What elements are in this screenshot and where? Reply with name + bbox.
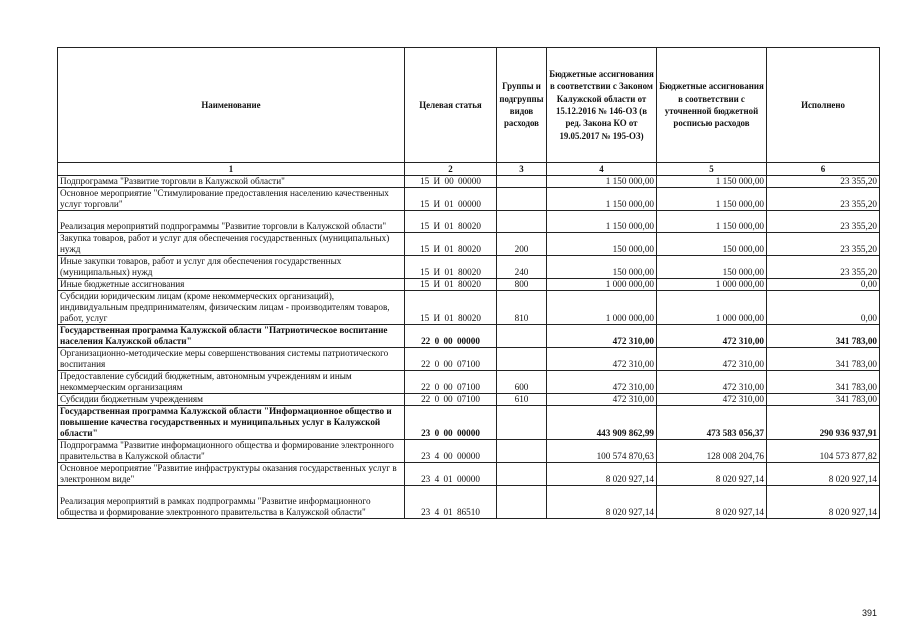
row-name: Реализация мероприятий подпрограммы "Развитие торговли в Калужской области" bbox=[58, 211, 405, 233]
table-row bbox=[58, 371, 880, 394]
row-executed-amount: 23 355,20 bbox=[767, 211, 880, 233]
header-row bbox=[58, 48, 880, 163]
row-name: Подпрограмма "Развитие информационного общества и формирование электронного правительства в Калужской области" bbox=[58, 440, 405, 463]
row-revised-amount: 473 583 056,37 bbox=[657, 406, 767, 440]
row-executed-amount: 23 355,20 bbox=[767, 188, 880, 211]
row-target-code: 15 И 01 80020 bbox=[405, 291, 497, 325]
table-row bbox=[58, 176, 880, 188]
row-group-code bbox=[497, 486, 547, 519]
row-executed-amount: 341 783,00 bbox=[767, 325, 880, 348]
row-executed-amount: 23 355,20 bbox=[767, 256, 880, 279]
row-group-code: 800 bbox=[497, 279, 547, 291]
row-target-code: 23 4 00 00000 bbox=[405, 440, 497, 463]
column-number-row bbox=[58, 163, 880, 176]
table-row bbox=[58, 256, 880, 279]
row-target-code: 15 И 00 00000 bbox=[405, 176, 497, 188]
table-row bbox=[58, 394, 880, 406]
row-law-amount: 150 000,00 bbox=[547, 233, 657, 256]
row-target-code: 22 0 00 07100 bbox=[405, 394, 497, 406]
row-name: Подпрограмма "Развитие торговли в Калужской области" bbox=[58, 176, 405, 188]
table-row bbox=[58, 279, 880, 291]
row-name: Иные бюджетные ассигнования bbox=[58, 279, 405, 291]
row-executed-amount: 290 936 937,91 bbox=[767, 406, 880, 440]
table-row bbox=[58, 233, 880, 256]
row-law-amount: 100 574 870,63 bbox=[547, 440, 657, 463]
row-group-code: 610 bbox=[497, 394, 547, 406]
row-revised-amount: 128 008 204,76 bbox=[657, 440, 767, 463]
row-target-code: 23 4 01 00000 bbox=[405, 463, 497, 486]
row-group-code: 200 bbox=[497, 233, 547, 256]
row-name: Иные закупки товаров, работ и услуг для обеспечения государственных (муниципальных) нужд bbox=[58, 256, 405, 279]
row-law-amount: 1 150 000,00 bbox=[547, 211, 657, 233]
row-executed-amount: 104 573 877,82 bbox=[767, 440, 880, 463]
table-row bbox=[58, 463, 880, 486]
row-revised-amount: 1 150 000,00 bbox=[657, 176, 767, 188]
row-name: Государственная программа Калужской области "Информационное общество и повышение качества государственных и муниципальных услуг в Калужской области" bbox=[58, 406, 405, 440]
col-header-groups: Группы и подгруппы видов расходов bbox=[497, 48, 547, 163]
table-body bbox=[58, 176, 880, 519]
col-number: 5 bbox=[657, 163, 767, 176]
row-law-amount: 1 000 000,00 bbox=[547, 279, 657, 291]
row-revised-amount: 1 150 000,00 bbox=[657, 188, 767, 211]
row-revised-amount: 8 020 927,14 bbox=[657, 486, 767, 519]
row-name: Предоставление субсидий бюджетным, автономным учреждениям и иным некоммерческим организациям bbox=[58, 371, 405, 394]
table-row bbox=[58, 486, 880, 519]
row-executed-amount: 8 020 927,14 bbox=[767, 486, 880, 519]
col-header-name: Наименование bbox=[58, 48, 405, 163]
col-header-law: Бюджетные ассигнования в соответствии с Законом Калужской области от 15.12.2016 № 146-ОЗ (в ред. Закона КО от 19.05.2017 № 195-ОЗ) bbox=[547, 48, 657, 163]
row-name: Организационно-методические меры совершенствования системы патриотического воспитания bbox=[58, 348, 405, 371]
row-target-code: 22 0 00 00000 bbox=[405, 325, 497, 348]
budget-table bbox=[57, 47, 880, 519]
col-header-target: Целевая статья bbox=[405, 48, 497, 163]
row-target-code: 23 4 01 86510 bbox=[405, 486, 497, 519]
row-law-amount: 472 310,00 bbox=[547, 371, 657, 394]
row-executed-amount: 341 783,00 bbox=[767, 348, 880, 371]
page-number: 391 bbox=[861, 608, 877, 618]
row-target-code: 22 0 00 07100 bbox=[405, 348, 497, 371]
row-law-amount: 472 310,00 bbox=[547, 348, 657, 371]
row-revised-amount: 1 000 000,00 bbox=[657, 291, 767, 325]
row-group-code bbox=[497, 176, 547, 188]
col-number: 1 bbox=[58, 163, 405, 176]
row-revised-amount: 150 000,00 bbox=[657, 233, 767, 256]
col-number: 4 bbox=[547, 163, 657, 176]
table-row bbox=[58, 325, 880, 348]
row-group-code bbox=[497, 463, 547, 486]
row-revised-amount: 472 310,00 bbox=[657, 348, 767, 371]
row-law-amount: 8 020 927,14 bbox=[547, 486, 657, 519]
row-revised-amount: 1 150 000,00 bbox=[657, 211, 767, 233]
row-revised-amount: 472 310,00 bbox=[657, 371, 767, 394]
row-group-code: 810 bbox=[497, 291, 547, 325]
row-group-code bbox=[497, 406, 547, 440]
table-row bbox=[58, 188, 880, 211]
row-target-code: 15 И 01 00000 bbox=[405, 188, 497, 211]
row-executed-amount: 8 020 927,14 bbox=[767, 463, 880, 486]
row-law-amount: 1 150 000,00 bbox=[547, 176, 657, 188]
col-number: 6 bbox=[767, 163, 880, 176]
row-executed-amount: 341 783,00 bbox=[767, 371, 880, 394]
row-target-code: 23 0 00 00000 bbox=[405, 406, 497, 440]
row-revised-amount: 472 310,00 bbox=[657, 325, 767, 348]
row-revised-amount: 8 020 927,14 bbox=[657, 463, 767, 486]
row-executed-amount: 341 783,00 bbox=[767, 394, 880, 406]
row-revised-amount: 1 000 000,00 bbox=[657, 279, 767, 291]
row-target-code: 15 И 01 80020 bbox=[405, 211, 497, 233]
row-law-amount: 443 909 862,99 bbox=[547, 406, 657, 440]
row-executed-amount: 0,00 bbox=[767, 279, 880, 291]
row-name: Закупка товаров, работ и услуг для обеспечения государственных (муниципальных) нужд bbox=[58, 233, 405, 256]
col-header-revised: Бюджетные ассигнования в соответствии с уточненной бюджетной росписью расходов bbox=[657, 48, 767, 163]
row-executed-amount: 23 355,20 bbox=[767, 176, 880, 188]
row-group-code: 600 bbox=[497, 371, 547, 394]
table-row bbox=[58, 211, 880, 233]
row-law-amount: 150 000,00 bbox=[547, 256, 657, 279]
row-target-code: 15 И 01 80020 bbox=[405, 233, 497, 256]
row-group-code bbox=[497, 211, 547, 233]
row-group-code bbox=[497, 188, 547, 211]
row-name: Основное мероприятие "Стимулирование предоставления населению качественных услуг торговли" bbox=[58, 188, 405, 211]
row-law-amount: 1 150 000,00 bbox=[547, 188, 657, 211]
row-group-code: 240 bbox=[497, 256, 547, 279]
table-row bbox=[58, 291, 880, 325]
table-row bbox=[58, 406, 880, 440]
row-target-code: 15 И 01 80020 bbox=[405, 279, 497, 291]
row-executed-amount: 0,00 bbox=[767, 291, 880, 325]
row-executed-amount: 23 355,20 bbox=[767, 233, 880, 256]
col-header-executed: Исполнено bbox=[767, 48, 880, 163]
row-law-amount: 472 310,00 bbox=[547, 325, 657, 348]
row-group-code bbox=[497, 348, 547, 371]
table-row bbox=[58, 348, 880, 371]
col-number: 2 bbox=[405, 163, 497, 176]
row-name: Основное мероприятие "Развитие инфраструктуры оказания государственных услуг в электронном виде" bbox=[58, 463, 405, 486]
row-law-amount: 1 000 000,00 bbox=[547, 291, 657, 325]
row-target-code: 22 0 00 07100 bbox=[405, 371, 497, 394]
row-name: Субсидии бюджетным учреждениям bbox=[58, 394, 405, 406]
row-target-code: 15 И 01 80020 bbox=[405, 256, 497, 279]
col-number: 3 bbox=[497, 163, 547, 176]
row-law-amount: 8 020 927,14 bbox=[547, 463, 657, 486]
row-name: Субсидии юридическим лицам (кроме некоммерческих организаций), индивидуальным предпринимателям, физическим лицам - производителям товаров, работ, услуг bbox=[58, 291, 405, 325]
table-row bbox=[58, 440, 880, 463]
row-name: Государственная программа Калужской области "Патриотическое воспитание населения Калужской области" bbox=[58, 325, 405, 348]
row-revised-amount: 472 310,00 bbox=[657, 394, 767, 406]
row-law-amount: 472 310,00 bbox=[547, 394, 657, 406]
row-name: Реализация мероприятий в рамках подпрограммы "Развитие информационного общества и формирование электронного правительства в Калужской области" bbox=[58, 486, 405, 519]
row-group-code bbox=[497, 325, 547, 348]
row-group-code bbox=[497, 440, 547, 463]
row-revised-amount: 150 000,00 bbox=[657, 256, 767, 279]
